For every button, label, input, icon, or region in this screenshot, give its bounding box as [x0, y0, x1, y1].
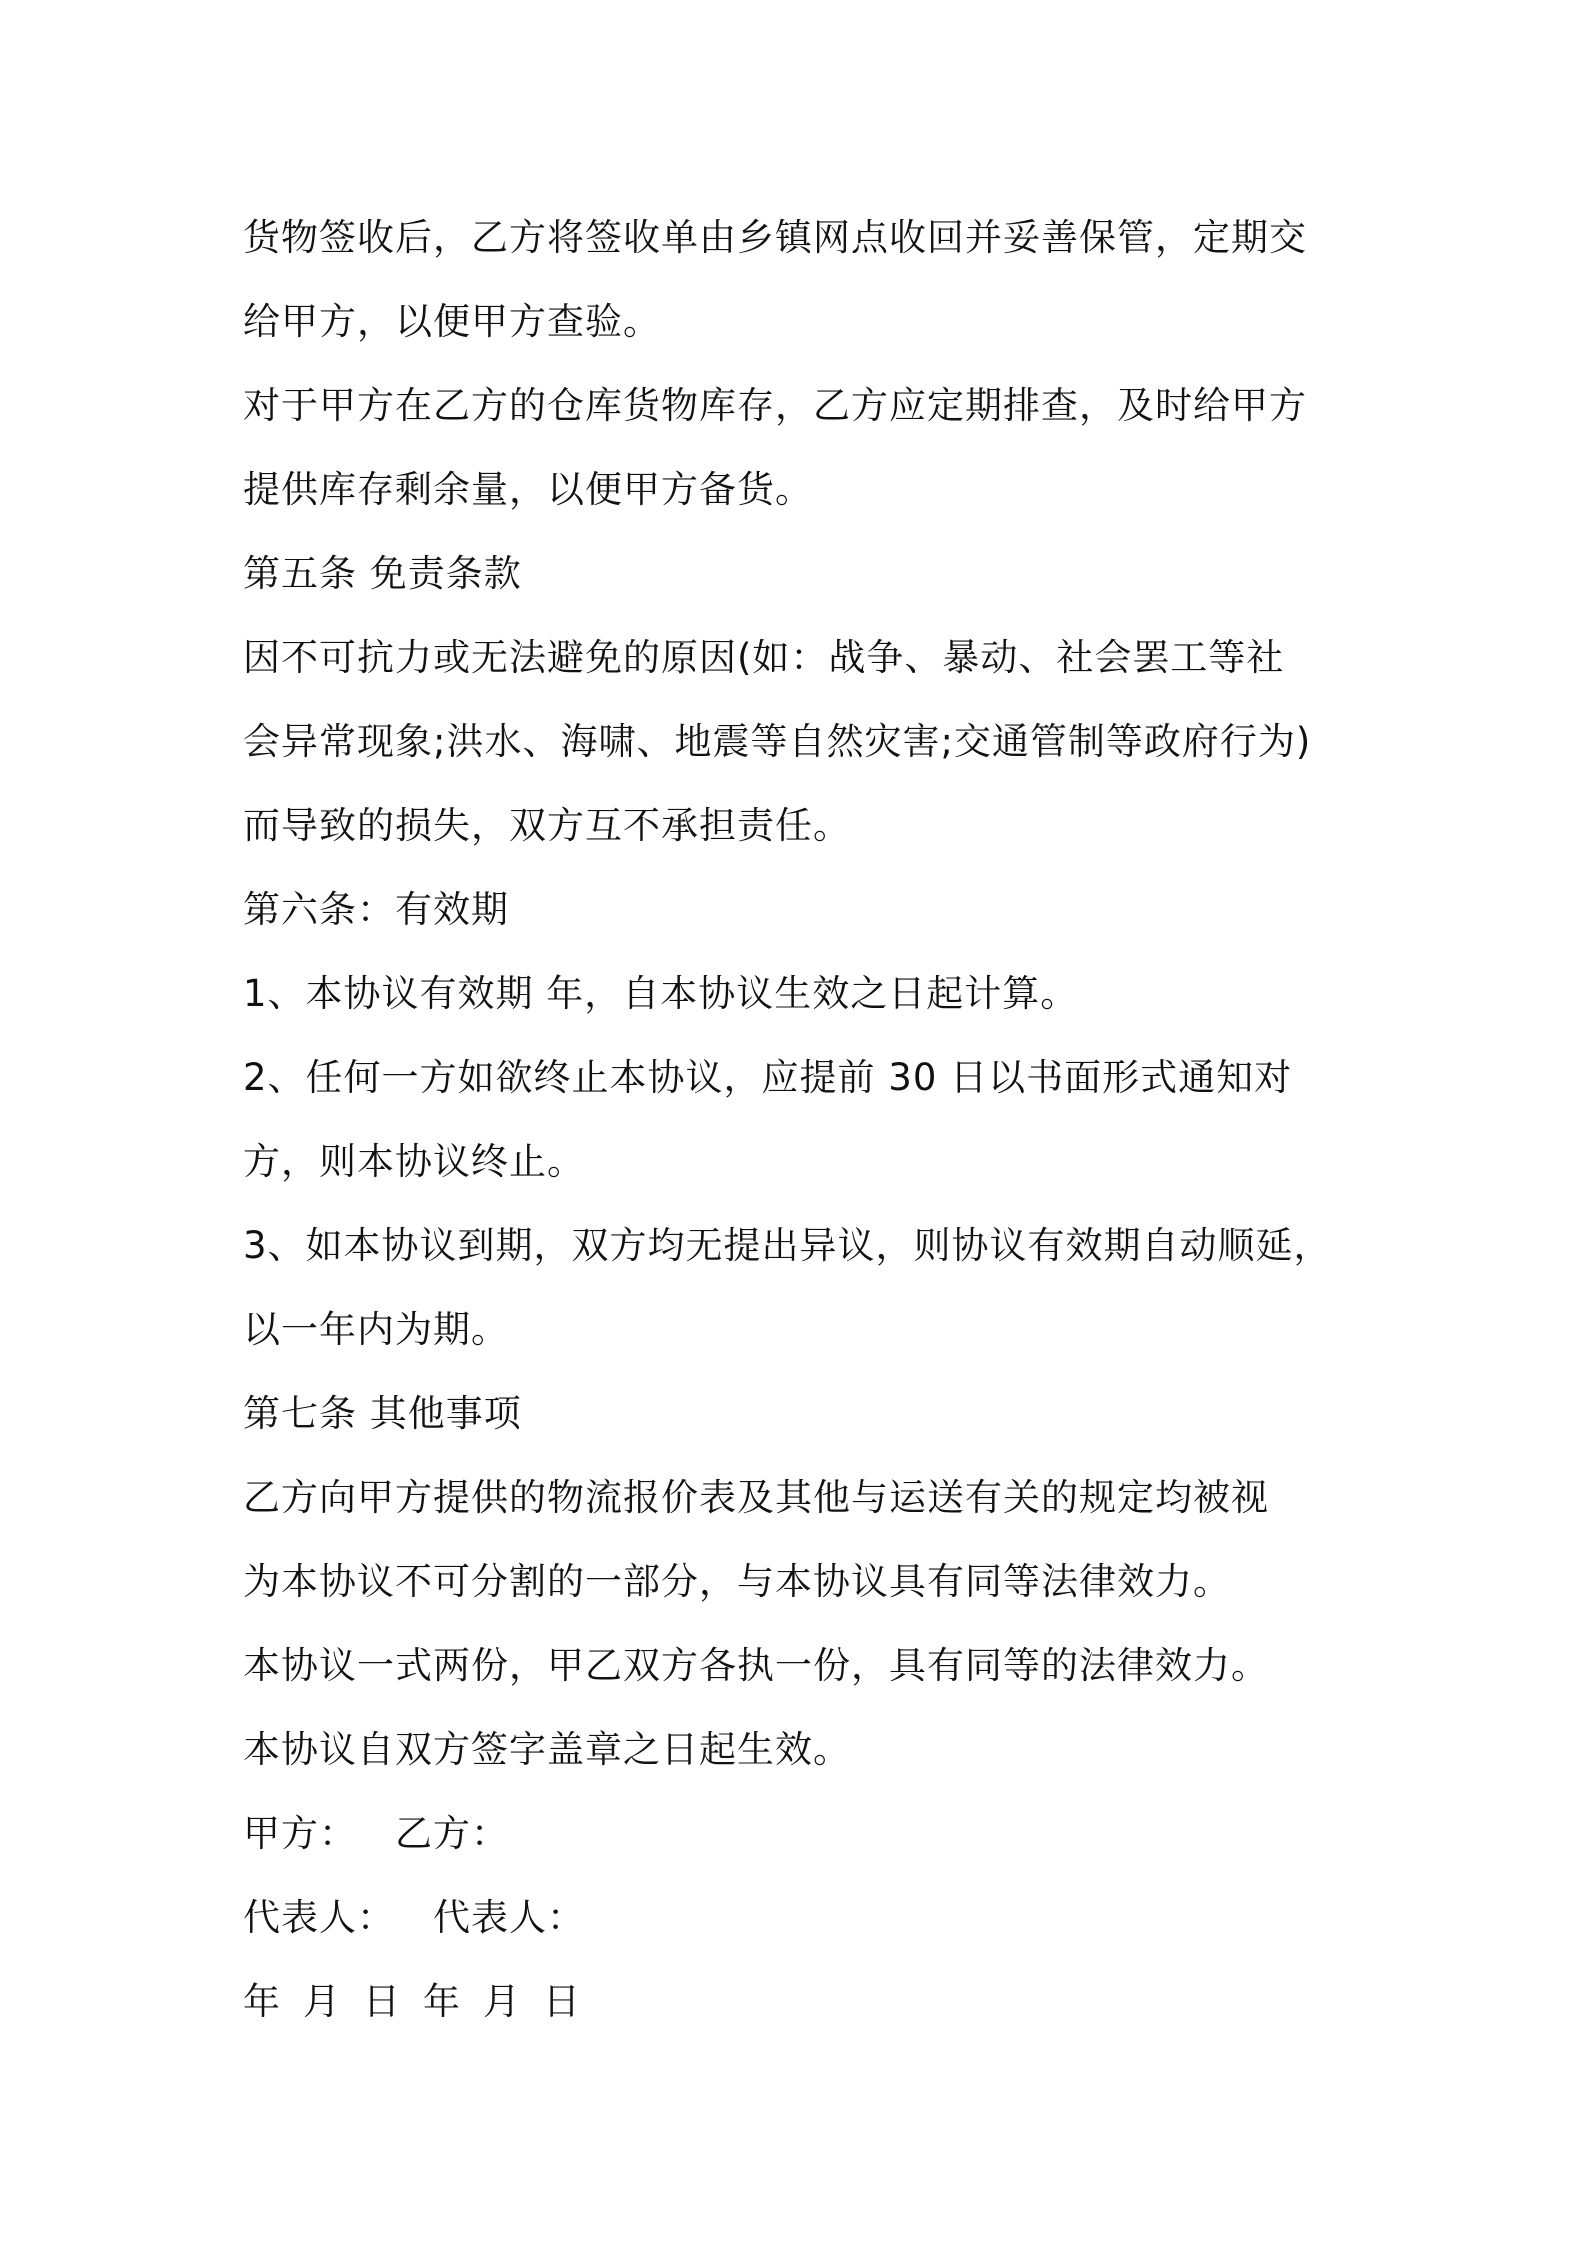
paragraph-line: 提供库存剩余量，以便甲方备货。	[243, 468, 813, 511]
paragraph-line: 会异常现象;洪水、海啸、地震等自然灾害;交通管制等政府行为)	[243, 720, 1312, 763]
paragraph-line: 因不可抗力或无法避免的原因(如：战争、暴动、社会罢工等社	[243, 636, 1285, 679]
representative-row	[243, 1876, 1393, 1960]
section-heading-article-6: 第六条：有效期	[243, 888, 509, 931]
paragraph-line: 而导致的损失，双方互不承担责任。	[243, 804, 851, 847]
paragraph-line: 货物签收后，乙方将签收单由乡镇网点收回并妥善保管，定期交	[243, 216, 1307, 259]
list-item-1: 1、本协议有效期 年，自本协议生效之日起计算。	[243, 972, 1079, 1015]
paragraph-line: 为本协议不可分割的一部分，与本协议具有同等法律效力。	[243, 1560, 1231, 1603]
paragraph-line: 乙方向甲方提供的物流报价表及其他与运送有关的规定均被视	[243, 1476, 1269, 1519]
party-signature-row	[243, 1792, 1393, 1876]
paragraph-line: 本协议自双方签字盖章之日起生效。	[243, 1728, 851, 1771]
date-row	[243, 1960, 1393, 2044]
rep-a-label: 代表人：	[243, 1896, 395, 1939]
list-item-3: 3、如本协议到期，双方均无提出异议，则协议有效期自动顺延，	[243, 1224, 1332, 1267]
date-a-year: 年	[243, 1980, 281, 2023]
date-b-year: 年	[423, 1980, 461, 2023]
document-page	[243, 196, 1393, 2044]
party-b-label: 乙方：	[395, 1812, 509, 1855]
list-item-2-cont: 方，则本协议终止。	[243, 1140, 585, 1183]
list-item-3-cont: 以一年内为期。	[243, 1308, 509, 1351]
rep-b-label: 代表人：	[433, 1896, 585, 1939]
party-a-label: 甲方：	[243, 1812, 357, 1855]
date-b-day: 日	[543, 1980, 581, 2023]
date-a-month: 月	[303, 1980, 341, 2023]
section-heading-article-7: 第七条 其他事项	[243, 1392, 522, 1435]
paragraph-line: 对于甲方在乙方的仓库货物库存，乙方应定期排查，及时给甲方	[243, 384, 1307, 427]
list-item-2: 2、任何一方如欲终止本协议，应提前 30 日以书面形式通知对	[243, 1056, 1293, 1099]
paragraph-line: 给甲方，以便甲方查验。	[243, 300, 661, 343]
date-a-day: 日	[363, 1980, 401, 2023]
paragraph-line: 本协议一式两份，甲乙双方各执一份，具有同等的法律效力。	[243, 1644, 1269, 1687]
date-b-month: 月	[483, 1980, 521, 2023]
section-heading-article-5: 第五条 免责条款	[243, 552, 522, 595]
